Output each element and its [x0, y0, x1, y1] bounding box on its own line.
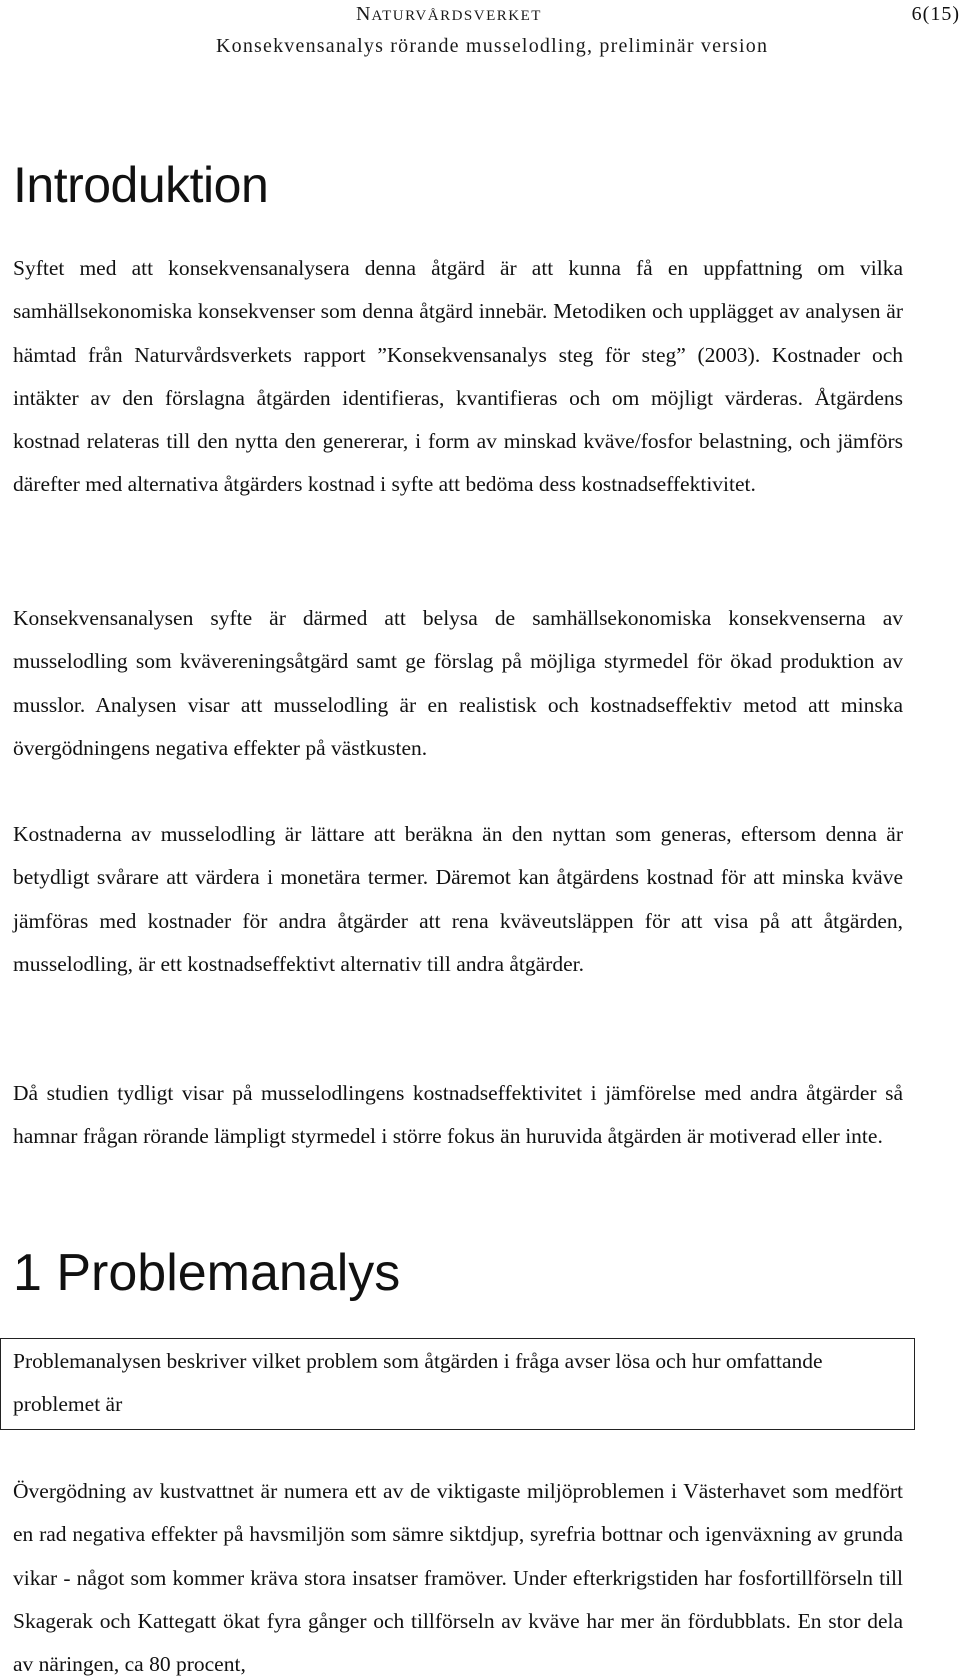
- paragraph-problem-1: Övergödning av kustvattnet är numera ett av de viktigaste miljöproblemen i Västerhavet som medfört en rad negativa effekter på havsmiljön som sämre siktdjup, syrefria bottnar och igenväxning av grunda vikar - något som kommer kräva stora insatser framöver. Under efterkrigstiden har fosfortillförseln till Skagerak och Kattegatt ökat fyra gånger och tillförseln av kväve har mer än fördubblats. En stor dela av näringen, ca 80 procent,: [13, 1479, 903, 1677]
- page-number: 6(15): [911, 3, 960, 25]
- header-org-rest: ATURVÅRDSVERKET: [371, 8, 542, 24]
- document-subtitle: Konsekvensanalys rörande musselodling, preliminär version: [216, 35, 769, 57]
- paragraph-intro-3: Kostnaderna av musselodling är lättare att beräkna än den nyttan som generas, eftersom denna är betydligt svårare att värdera i monetära termer. Däremot kan åtgärdens kostnad för att minska kväve jämföras med kostnader för andra åtgärder att rena kväveutsläppen för att visa på att åtgärden, musselodling, är ett kostnadseffektivt alternativ till andra åtgärder.: [13, 822, 903, 976]
- page-header: [0, 0, 960, 70]
- definition-box-text: Problemanalysen beskriver vilket problem som åtgärden i fråga avser lösa och hur omfattande problemet är: [13, 1349, 823, 1417]
- paragraph-intro-1: Syftet med att konsekvensanalysera denna åtgärd är att kunna få en uppfattning om vilka samhällsekonomiska konsekvenser som denna åtgärd innebär. Metodiken och upplägget av analysen är hämtad från Naturvårdsverkets rapport ”Konsekvensanalys steg för steg” (2003). Kostnader och intäkter av den förslagna åtgärden identifieras, kvantifieras och om möjligt värderas. Åtgärdens kostnad relateras till den nytta den genererar, i form av minskad kväve/fosfor belastning, och jämförs därefter med alternativa åtgärders kostnad i syfte att bedöma dess kostnadseffektivitet.: [13, 256, 903, 497]
- paragraph-intro-2: Konsekvensanalysen syfte är därmed att belysa de samhällsekonomiska konsekvenserna av musselodling som kvävereningsåtgärd samt ge förslag på möjliga styrmedel för ökad produktion av musslor. Analysen visar att musselodling är en realistisk och kostnadseffektiv metod att minska övergödningens negativa effekter på västkusten.: [13, 606, 903, 760]
- header-organization: [356, 3, 542, 26]
- section-heading-problemanalys: 1 Problemanalys: [13, 1244, 401, 1302]
- paragraph-intro-4: Då studien tydligt visar på musselodlingens kostnadseffektivitet i jämförelse med andra åtgärder så hamnar frågan rörande lämpligt styrmedel i större fokus än huruvida åtgärden är motiverad eller inte.: [13, 1081, 903, 1149]
- header-org-initial: N: [356, 3, 372, 25]
- section-heading-introduktion: Introduktion: [13, 157, 269, 213]
